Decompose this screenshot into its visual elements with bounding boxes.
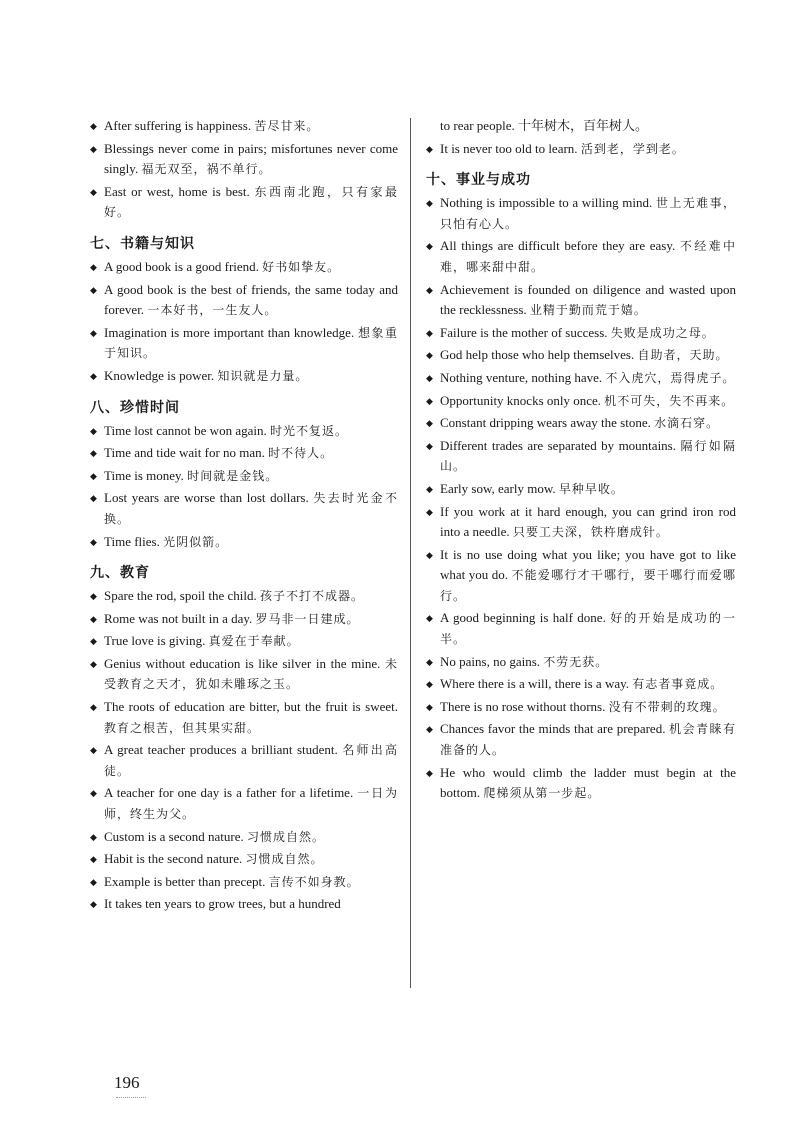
proverb-list	[424, 193, 736, 804]
proverb-chinese: 十年树木，百年树人。	[517, 118, 648, 133]
proverb-entry	[424, 697, 736, 718]
diamond-bullet-icon: ◆	[426, 143, 433, 154]
diamond-bullet-icon: ◆	[90, 448, 97, 459]
proverb-entry	[424, 502, 736, 543]
proverb-chinese: 好书如挚友。	[262, 259, 341, 274]
proverb-english: Imagination is more important than knowledge.	[104, 324, 355, 340]
proverb-english: A good book is the best of friends, the same today and forever.	[104, 281, 398, 318]
section-heading: 八、珍惜时间	[90, 399, 180, 416]
proverb-english: Habit is the second nature.	[104, 851, 243, 867]
proverb-english: After suffering is happiness.	[104, 118, 252, 133]
diamond-bullet-icon: ◆	[426, 701, 433, 712]
proverb-chinese: 时不待人。	[268, 446, 334, 461]
proverb-entry	[88, 827, 398, 848]
proverb-entry	[88, 631, 398, 652]
diamond-bullet-icon: ◆	[90, 370, 97, 381]
diamond-bullet-icon: ◆	[426, 372, 433, 383]
proverb-english: True love is giving.	[104, 633, 206, 649]
proverb-chinese: 自助者，天助。	[637, 348, 729, 363]
proverb-english: Knowledge is power.	[104, 367, 215, 383]
diamond-bullet-icon: ◆	[90, 186, 97, 197]
proverb-english: Time and tide wait for no man.	[104, 445, 265, 461]
proverb-entry	[424, 236, 736, 277]
proverb-entry	[424, 608, 736, 649]
proverb-english: Different trades are separated by mountains.	[440, 437, 676, 453]
diamond-bullet-icon: ◆	[426, 549, 433, 560]
proverb-entry	[424, 719, 736, 760]
diamond-bullet-icon: ◆	[90, 636, 97, 647]
proverb-chinese: 习惯成自然。	[246, 829, 325, 844]
proverb-chinese: 不经难中难，哪来甜中甜。	[440, 239, 736, 274]
proverb-english: Opportunity knocks only once.	[440, 392, 602, 408]
diamond-bullet-icon: ◆	[90, 613, 97, 624]
proverb-chinese: 爬梯须从第一步起。	[483, 786, 601, 801]
proverb-english: to rear people.	[440, 118, 515, 133]
diamond-bullet-icon: ◆	[90, 143, 97, 154]
diamond-bullet-icon: ◆	[426, 327, 433, 338]
diamond-bullet-icon: ◆	[90, 425, 97, 436]
proverb-entry	[88, 116, 398, 137]
diamond-bullet-icon: ◆	[426, 724, 433, 735]
proverb-entry	[88, 366, 398, 387]
diamond-bullet-icon: ◆	[90, 854, 97, 865]
proverb-chinese: 失去时光金不换。	[104, 491, 398, 526]
diamond-bullet-icon: ◆	[90, 899, 97, 910]
proverb-english: Early sow, early mow.	[440, 480, 556, 496]
proverb-chinese: 名师出高徒。	[104, 743, 398, 778]
proverb-english: Example is better than precept.	[104, 873, 266, 889]
proverb-entry	[88, 466, 398, 487]
diamond-bullet-icon: ◆	[90, 493, 97, 504]
diamond-bullet-icon: ◆	[426, 284, 433, 295]
page-number: 196	[114, 1073, 140, 1092]
diamond-bullet-icon: ◆	[90, 327, 97, 338]
proverb-english: Time is money.	[104, 467, 184, 483]
proverb-english: Failure is the mother of success.	[440, 324, 608, 340]
proverb-english: Time lost cannot be won again.	[104, 422, 267, 438]
proverb-chinese: 只要工夫深，铁杵磨成针。	[512, 525, 669, 540]
proverb-entry	[88, 488, 398, 529]
proverb-english: Time flies.	[104, 533, 160, 549]
section-heading: 九、教育	[90, 565, 150, 582]
page-number-mark	[116, 1097, 146, 1098]
diamond-bullet-icon: ◆	[90, 591, 97, 602]
proverb-entry	[88, 654, 398, 695]
proverb-entry	[424, 652, 736, 673]
proverb-list	[88, 257, 398, 387]
proverb-entry	[424, 139, 736, 160]
proverb-entry	[424, 323, 736, 344]
proverb-chinese: 早种早收。	[558, 481, 624, 496]
proverb-chinese: 世上无难事，只怕有心人。	[440, 196, 737, 231]
proverb-chinese: 一本好书，一生友人。	[147, 303, 278, 318]
proverb-english: Constant dripping wears away the stone.	[440, 415, 651, 431]
proverb-chinese: 不劳无获。	[543, 654, 609, 669]
proverb-english: It is no use doing what you like; you have got to like what you do.	[440, 546, 736, 583]
diamond-bullet-icon: ◆	[426, 483, 433, 494]
left-column	[88, 116, 398, 917]
proverb-entry	[424, 763, 736, 804]
proverb-chinese: 时光不复返。	[269, 423, 348, 438]
proverb-entry	[88, 421, 398, 442]
proverb-chinese: 一日为师，终生为父。	[104, 786, 399, 822]
proverb-english: All things are difficult before they are easy.	[440, 238, 676, 254]
proverb-english: A good book is a good friend.	[104, 258, 259, 274]
proverb-entry	[88, 697, 398, 738]
right-column	[424, 116, 736, 806]
proverb-chinese: 活到老，学到老。	[580, 141, 685, 156]
proverb-chinese: 福无双至，祸不单行。	[141, 162, 272, 177]
proverb-entry	[88, 586, 398, 607]
proverb-entry	[424, 280, 736, 321]
proverb-english: Custom is a second nature.	[104, 828, 244, 844]
proverb-english: Where there is a will, there is a way.	[440, 676, 630, 692]
column-divider	[410, 118, 411, 988]
proverb-english: There is no rose without thorns.	[440, 698, 606, 714]
proverb-entry	[88, 894, 398, 915]
proverb-chinese: 不能爱哪行才干哪行，要干哪行而爱哪行。	[440, 568, 736, 603]
proverb-chinese: 东西南北跑，只有家最好。	[104, 184, 398, 220]
diamond-bullet-icon: ◆	[90, 788, 97, 799]
diamond-bullet-icon: ◆	[426, 679, 433, 690]
diamond-bullet-icon: ◆	[90, 261, 97, 272]
proverb-english: It takes ten years to grow trees, but a hundred	[104, 896, 341, 912]
proverb-english: God help those who help themselves.	[440, 347, 635, 363]
proverb-english: Chances favor the minds that are prepared.	[440, 721, 666, 737]
proverb-entry	[424, 436, 736, 477]
proverb-english: Blessings never come in pairs; misfortunes never come singly.	[104, 140, 398, 177]
proverb-entry	[424, 368, 736, 389]
proverb-list	[88, 586, 398, 915]
proverb-english: Lost years are worse than lost dollars.	[104, 490, 309, 506]
proverb-english: Genius without education is like silver in the mine.	[104, 655, 381, 671]
proverb-english: Achievement is founded on diligence and wasted upon the recklessness.	[440, 281, 736, 318]
diamond-bullet-icon: ◆	[90, 745, 97, 756]
diamond-bullet-icon: ◆	[426, 506, 433, 517]
diamond-bullet-icon: ◆	[90, 702, 97, 713]
proverb-chinese: 好的开始是成功的一半。	[440, 611, 736, 647]
proverb-list	[88, 116, 398, 223]
proverb-chinese: 失败是成功之母。	[610, 325, 715, 340]
proverb-english: A teacher for one day is a father for a lifetime.	[104, 785, 354, 801]
diamond-bullet-icon: ◆	[90, 658, 97, 669]
proverb-english: Nothing venture, nothing have.	[440, 369, 603, 385]
proverb-chinese: 有志者事竟成。	[632, 677, 724, 692]
proverb-chinese: 没有不带刺的玫瑰。	[608, 699, 726, 714]
proverb-entry	[88, 849, 398, 870]
proverb-entry	[424, 391, 736, 412]
diamond-bullet-icon: ◆	[90, 536, 97, 547]
proverb-entry	[88, 280, 398, 321]
diamond-bullet-icon: ◆	[426, 767, 433, 778]
diamond-bullet-icon: ◆	[426, 440, 433, 451]
proverb-chinese: 未受教育之天才，犹如未雕琢之玉。	[104, 656, 398, 692]
proverb-english: A good beginning is half done.	[440, 610, 606, 626]
proverb-continuation	[424, 116, 736, 137]
diamond-bullet-icon: ◆	[90, 470, 97, 481]
diamond-bullet-icon: ◆	[426, 418, 433, 429]
proverb-chinese: 业精于勤而荒于嬉。	[529, 303, 647, 318]
proverb-chinese: 机会青睐有准备的人。	[440, 722, 736, 758]
diamond-bullet-icon: ◆	[426, 350, 433, 361]
proverb-chinese: 罗马非一日建成。	[255, 611, 360, 626]
proverb-chinese: 时间就是金钱。	[187, 468, 279, 483]
proverb-entry	[424, 479, 736, 500]
proverb-chinese: 光阴似箭。	[163, 534, 229, 549]
proverb-english: No pains, no gains.	[440, 653, 541, 669]
diamond-bullet-icon: ◆	[426, 198, 433, 209]
proverb-chinese: 习惯成自然。	[245, 852, 324, 867]
proverb-entry	[88, 323, 398, 364]
proverb-chinese: 知识就是力量。	[217, 368, 309, 383]
proverb-list	[424, 116, 736, 159]
proverb-entry	[88, 609, 398, 630]
proverb-english: He who would climb the ladder must begin at the bottom.	[440, 764, 736, 801]
proverb-chinese: 想象重于知识。	[104, 325, 399, 361]
proverb-entry	[88, 740, 398, 781]
diamond-bullet-icon: ◆	[90, 121, 97, 131]
proverb-entry	[88, 532, 398, 553]
proverb-entry	[424, 545, 736, 607]
proverb-english: Nothing is impossible to a willing mind.	[440, 195, 653, 211]
proverb-entry	[88, 783, 398, 824]
proverb-english: The roots of education are bitter, but the fruit is sweet.	[104, 699, 398, 715]
proverb-chinese: 真爱在于奉献。	[208, 634, 300, 649]
diamond-bullet-icon: ◆	[90, 876, 97, 887]
proverb-chinese: 机不可失，失不再来。	[604, 393, 735, 408]
diamond-bullet-icon: ◆	[90, 831, 97, 842]
section-heading: 十、事业与成功	[426, 172, 531, 189]
proverb-entry	[88, 139, 398, 180]
proverb-chinese: 不入虎穴，焉得虎子。	[605, 370, 736, 385]
proverb-chinese: 水滴石穿。	[654, 416, 720, 431]
proverb-entry	[424, 193, 736, 234]
proverb-entry	[88, 257, 398, 278]
proverb-english: Rome was not built in a day.	[104, 610, 253, 626]
proverb-english: It is never too old to learn.	[440, 140, 578, 156]
proverb-entry	[88, 872, 398, 893]
proverb-chinese: 隔行如隔山。	[440, 438, 736, 474]
proverb-chinese: 苦尽甘来。	[254, 119, 320, 133]
proverb-english: If you work at it hard enough, you can grind iron rod into a needle.	[440, 503, 736, 540]
diamond-bullet-icon: ◆	[426, 395, 433, 406]
proverb-english: East or west, home is best.	[104, 183, 250, 199]
proverb-entry	[424, 345, 736, 366]
section-heading: 七、书籍与知识	[90, 235, 195, 252]
diamond-bullet-icon: ◆	[426, 613, 433, 624]
proverb-entry	[88, 182, 398, 223]
proverb-english: A great teacher produces a brilliant student.	[104, 742, 338, 758]
proverb-chinese: 言传不如身教。	[268, 874, 360, 889]
diamond-bullet-icon: ◆	[90, 284, 97, 295]
diamond-bullet-icon: ◆	[426, 656, 433, 667]
proverb-entry	[424, 413, 736, 434]
proverb-chinese: 教育之根苦，但其果实甜。	[104, 720, 261, 735]
proverb-english: Spare the rod, spoil the child.	[104, 588, 257, 604]
diamond-bullet-icon: ◆	[426, 241, 433, 252]
proverb-entry	[424, 674, 736, 695]
proverb-chinese: 孩子不打不成器。	[259, 589, 364, 604]
proverb-list	[88, 421, 398, 553]
proverb-entry	[88, 443, 398, 464]
